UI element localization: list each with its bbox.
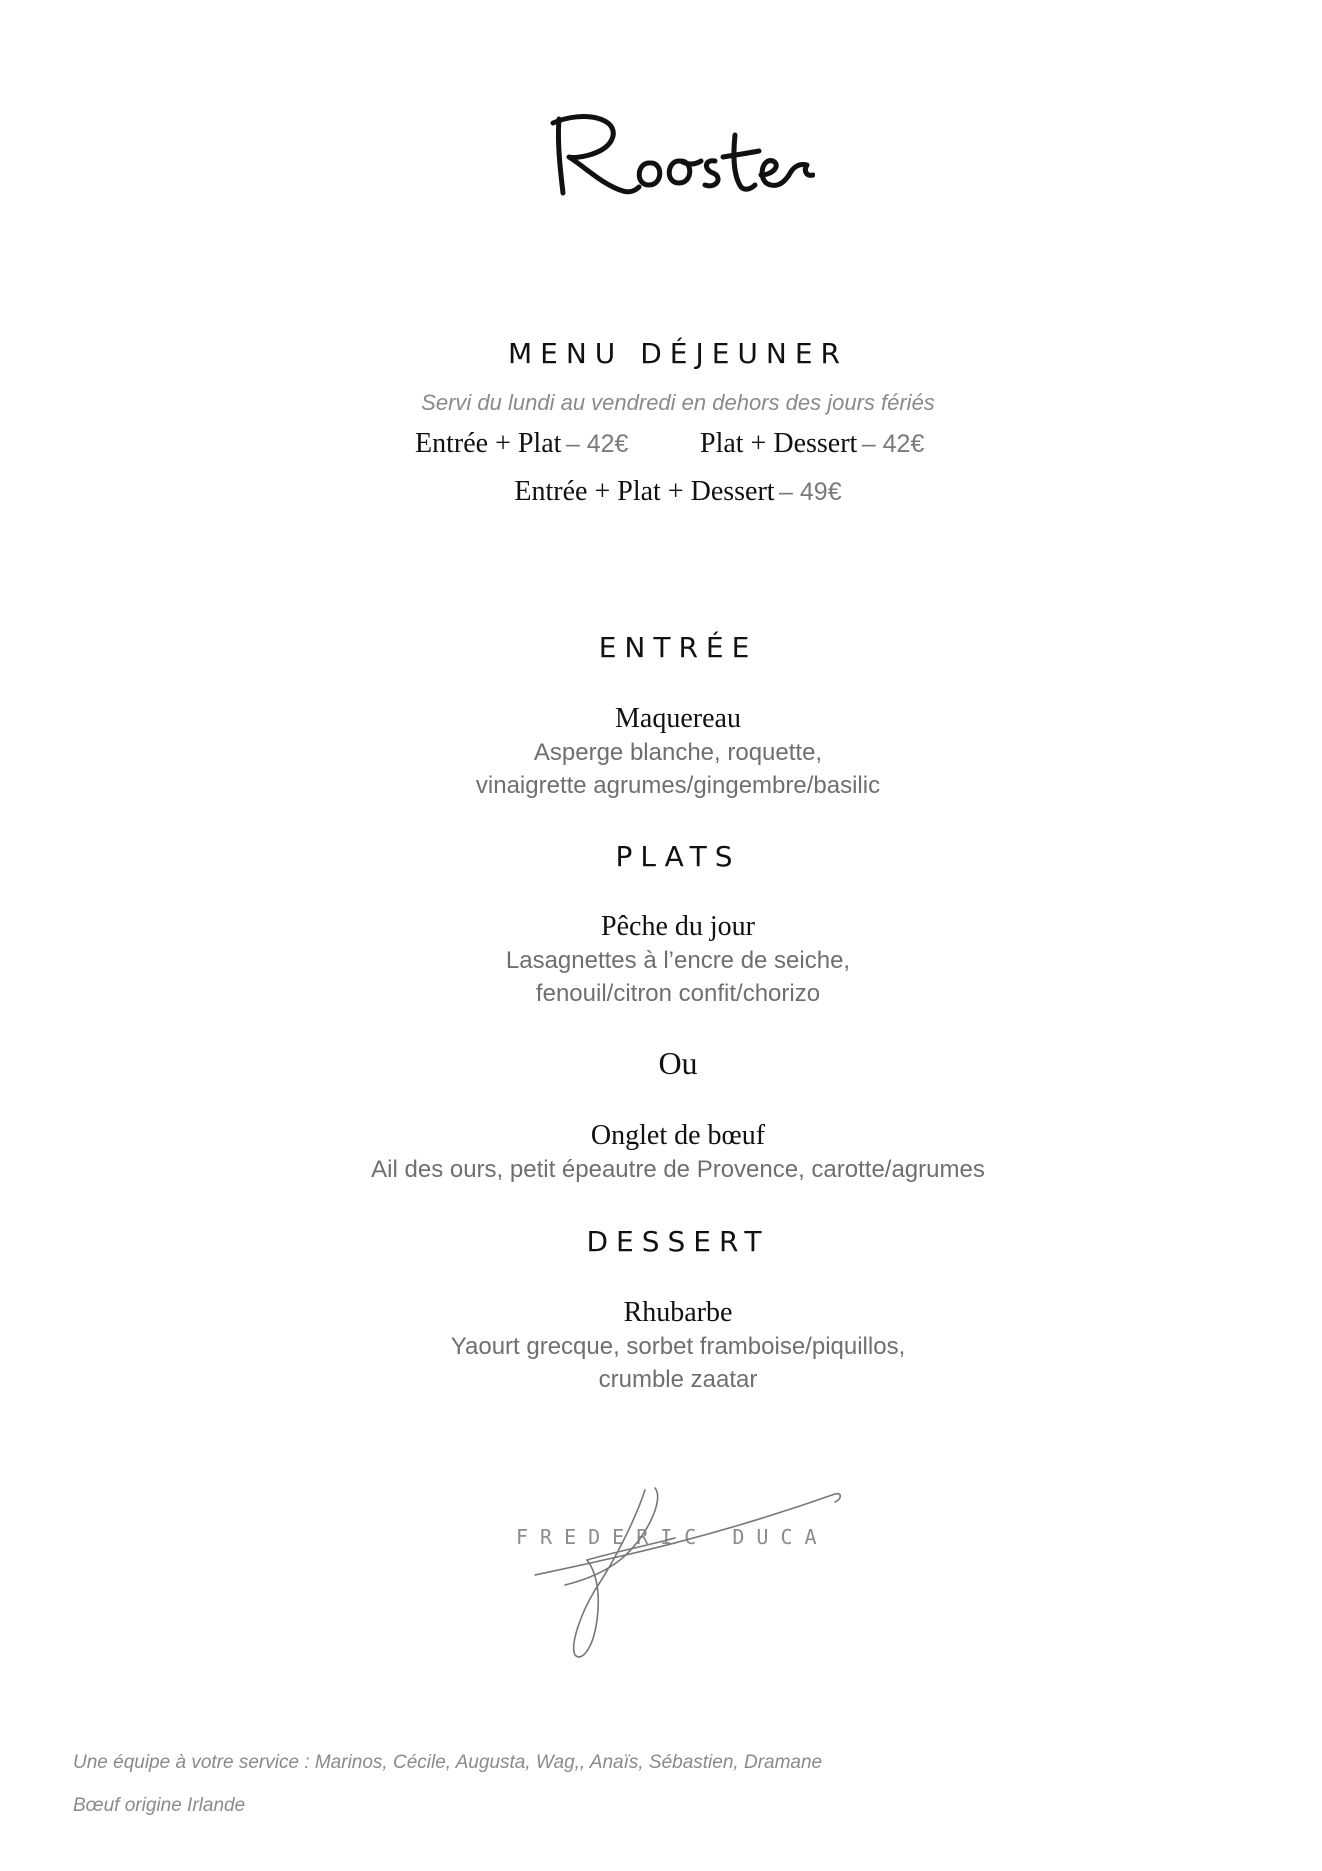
formula-label: Plat + Dessert bbox=[700, 428, 858, 459]
dish-description bbox=[0, 1153, 1322, 1186]
dish-description bbox=[0, 944, 1322, 1010]
lunch-menu-subtitle: Servi du lundi au vendredi en dehors des jours fériés bbox=[421, 390, 935, 415]
dish-separator: Ou bbox=[658, 1045, 698, 1081]
lunch-menu-title: MENU DÉJEUNER bbox=[508, 337, 848, 370]
rooster-logo bbox=[545, 105, 815, 205]
dish-name: Pêche du jour bbox=[601, 911, 755, 942]
section-title-plats: PLATS bbox=[615, 840, 741, 873]
dish-description-line: vinaigrette agrumes/gingembre/basilic bbox=[475, 772, 881, 799]
dish-description-line: Asperge blanche, roquette, bbox=[533, 739, 823, 766]
dish-description-line: Yaourt grecque, sorbet framboise/piquillos, bbox=[450, 1333, 906, 1360]
dish-name: Rhubarbe bbox=[623, 1297, 733, 1328]
formula-price: – 42€ bbox=[565, 430, 629, 458]
section-title-entree: ENTRÉE bbox=[598, 631, 758, 664]
dish-description-line: crumble zaatar bbox=[598, 1366, 758, 1393]
dish-description-line: Ail des ours, petit épeautre de Provence, carotte/agrumes bbox=[371, 1156, 985, 1183]
formula-plat-dessert bbox=[700, 428, 924, 460]
origin-note: Bœuf origine Irlande bbox=[73, 1795, 246, 1816]
dish-description bbox=[0, 736, 1322, 802]
formula-label: Entrée + Plat bbox=[415, 428, 562, 459]
dish-description-line: fenouil/citron confit/chorizo bbox=[535, 980, 821, 1007]
formula-price: – 49€ bbox=[779, 478, 842, 506]
formula-entree-plat bbox=[415, 428, 628, 460]
formula-label: Entrée + Plat + Dessert bbox=[514, 476, 775, 507]
team-note: Une équipe à votre service : Marinos, Cécile, Augusta, Wag,, Anaïs, Sébastien, Dramane bbox=[73, 1752, 823, 1773]
formula-price: – 42€ bbox=[861, 430, 925, 458]
formula-entree-plat-dessert bbox=[0, 476, 1322, 508]
section-title-dessert: DESSERT bbox=[586, 1225, 770, 1258]
dish-description bbox=[0, 1330, 1322, 1396]
chef-name: FREDERIC DUCA bbox=[516, 1525, 829, 1549]
chef-signature bbox=[525, 1480, 855, 1660]
dish-name: Onglet de bœuf bbox=[590, 1120, 766, 1151]
dish-name: Maquereau bbox=[615, 703, 741, 734]
dish-description-line: Lasagnettes à l’encre de seiche, bbox=[505, 947, 851, 974]
